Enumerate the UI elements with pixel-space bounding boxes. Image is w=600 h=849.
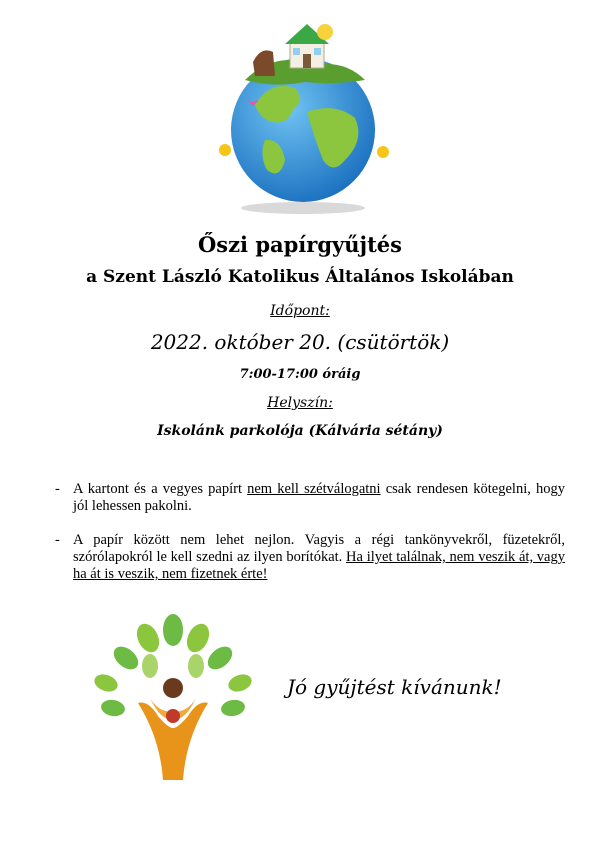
time-label: Időpont: <box>270 303 330 319</box>
person-head <box>163 678 183 698</box>
event-place: Iskolánk parkolója (Kálvária sétány) <box>157 423 443 439</box>
closing-message: Jó gyűjtést kívánunk! <box>287 675 502 699</box>
bullet-underlined-text: nem kell szétválogatni <box>247 481 381 497</box>
earth-house-illustration <box>195 10 415 220</box>
leaf-icon <box>203 642 236 674</box>
instructions-list <box>55 481 565 600</box>
bullet-text <box>73 532 565 583</box>
leaf-icon <box>163 614 183 646</box>
list-item <box>55 481 565 515</box>
list-item <box>55 532 565 583</box>
tree-people-illustration <box>88 608 258 783</box>
house-window <box>314 48 321 55</box>
place-label: Helyszín: <box>267 395 333 411</box>
bullet-text-part: A papír között nem lehet nejlon. Vagyis a régi tankönyvekről, füzetekről, szórólapokról le kell szedni az ilyen borítókat. <box>73 532 565 565</box>
leaf-icon <box>142 654 158 678</box>
leaf-icon <box>109 642 142 674</box>
bullet-text-part: csak rendesen kötegelni, hogy jól lehessen pakolni. <box>73 481 565 514</box>
child-head <box>166 709 180 723</box>
event-date: 2022. október 20. (csütörtök) <box>150 330 450 354</box>
leaf-icon <box>100 698 126 718</box>
bullet-dash: - <box>55 532 60 548</box>
leaf-icon <box>188 654 204 678</box>
house-door <box>303 54 311 68</box>
leaf-icon <box>183 620 214 656</box>
leaf-icon <box>92 671 120 694</box>
house-window <box>293 48 300 55</box>
flower-icon <box>377 146 389 158</box>
bullet-underlined-text: Ha ilyet találnak, nem veszik át, vagy ha át is veszik, nem fizetnek érte! <box>73 549 565 582</box>
page-subtitle: a Szent László Katolikus Általános Iskolában <box>86 267 514 287</box>
sun-icon <box>317 24 333 40</box>
flower-icon <box>219 144 231 156</box>
tree-stump <box>253 50 275 76</box>
leaf-icon <box>133 620 164 656</box>
bullet-dash: - <box>55 481 60 497</box>
page-title: Őszi papírgyűjtés <box>198 232 402 257</box>
bullet-text <box>73 481 565 515</box>
bullet-text-part: A kartont és a vegyes papírt <box>73 481 248 497</box>
globe-shadow <box>241 202 365 214</box>
leaf-icon <box>220 698 246 718</box>
event-hours: 7:00-17:00 óráig <box>239 367 361 382</box>
leaf-icon <box>226 671 254 694</box>
